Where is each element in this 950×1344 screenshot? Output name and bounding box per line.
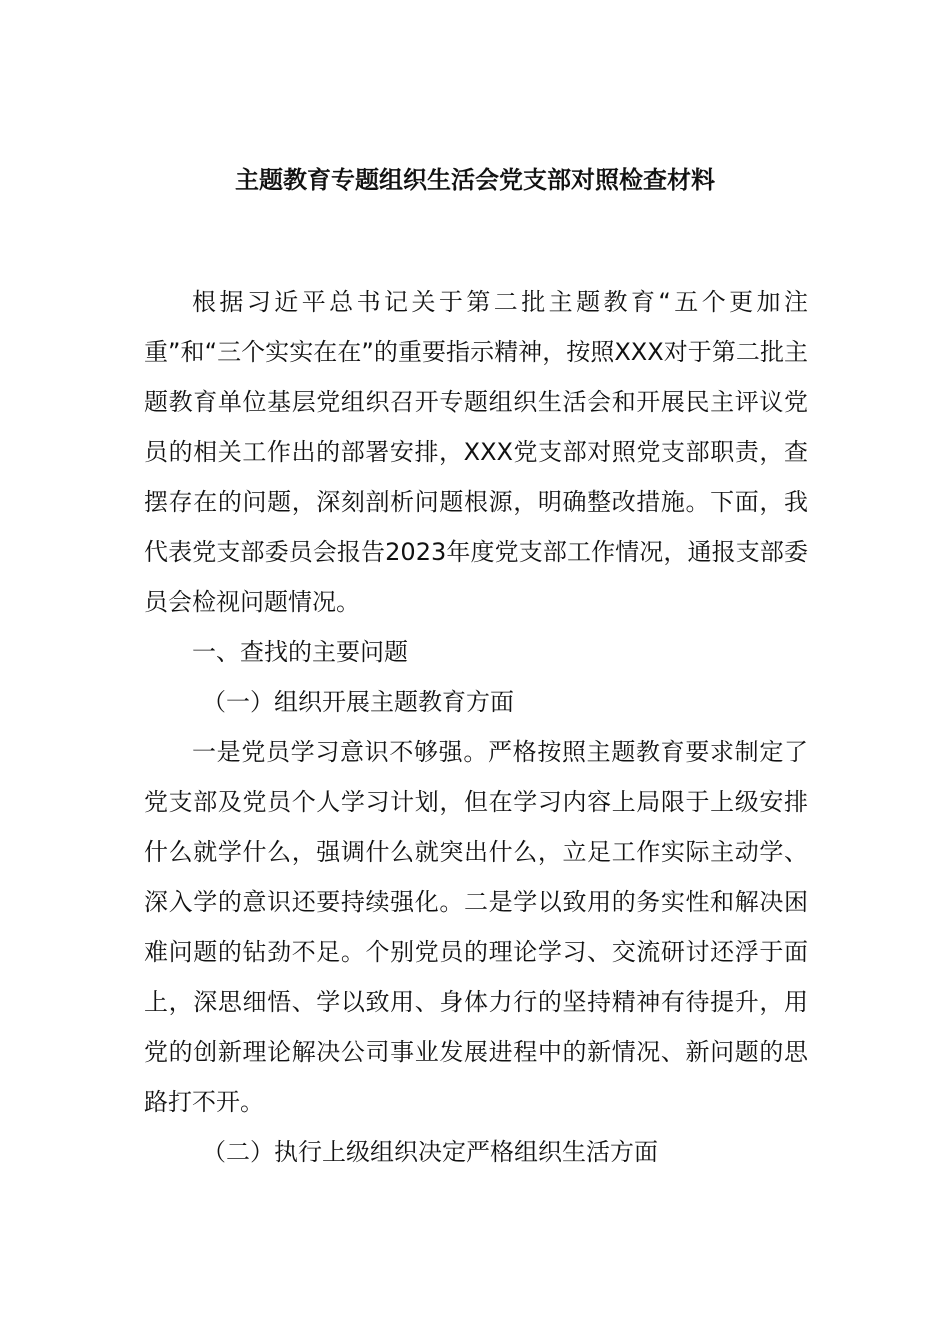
subsection-paragraph: 一是党员学习意识不够强。严格按照主题教育要求制定了党支部及党员个人学习计划，但在学习内容上局限于上级安排什么就学什么，强调什么就突出什么，立足工作实际主动学、深入学的意识还要持续强化。二是学以致用的务实性和解决困难问题的钻劲不足。个别党员的理论学习、交流研讨还浮于面上，深思细悟、学以致用、身体力行的坚持精神有待提升，用党的创新理论解决公司事业发展进程中的新情况、新问题的思路打不开。: [144, 738, 808, 1116]
document-body: [144, 277, 808, 1177]
subsection-heading: （一）组织开展主题教育方面: [202, 688, 514, 716]
section-heading: 一、查找的主要问题: [192, 638, 408, 666]
subsection-heading: （二）执行上级组织决定严格组织生活方面: [202, 1138, 658, 1166]
document-title: 主题教育专题组织生活会党支部对照检查材料: [235, 166, 715, 194]
intro-paragraph: 根据习近平总书记关于第二批主题教育“五个更加注重”和“三个实实在在”的重要指示精神，按照XXX对于第二批主题教育单位基层党组织召开专题组织生活会和开展民主评议党员的相关工作出的部署安排，XXX党支部对照党支部职责，查摆存在的问题，深刻剖析问题根源，明确整改措施。下面，我代表党支部委员会报告2023年度党支部工作情况，通报支部委员会检视问题情况。: [144, 288, 808, 616]
